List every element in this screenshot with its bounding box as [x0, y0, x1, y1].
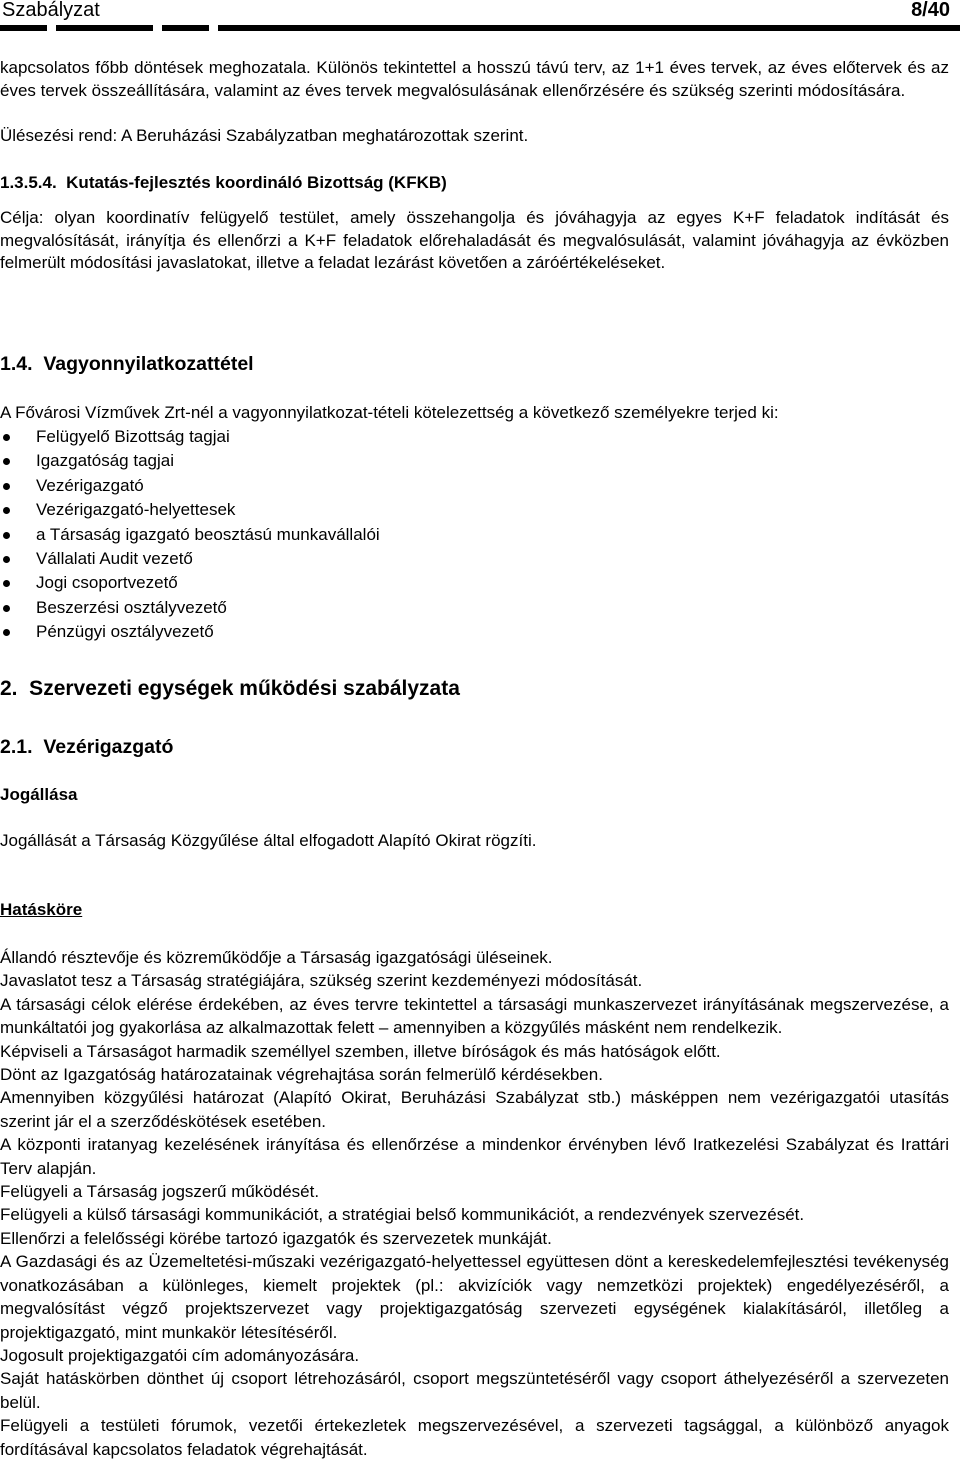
list-item: Vezérigazgató-helyettesek — [0, 498, 380, 522]
scope-line: Jogosult projektigazgatói cím adományozására. — [0, 1345, 360, 1365]
list-item: Igazgatóság tagjai — [0, 449, 380, 473]
bullet-icon — [3, 532, 10, 539]
scope-line: Felügyeli a külső társasági kommunikációt, a stratégiai belső kommunikációt, a rendezvények szervezését. — [0, 1205, 805, 1225]
section-1354-heading: 1.3.5.4. Kutatás-fejlesztés koordináló Bizottság (KFKB) — [0, 173, 447, 192]
scope-list — [0, 946, 949, 1461]
bullet-icon — [3, 629, 10, 636]
section-2-heading: 2. Szervezeti egységek működési szabályzata — [0, 677, 460, 700]
bullet-icon — [3, 507, 10, 514]
header-title: Szabályzat — [2, 0, 100, 21]
list-item: Vezérigazgató — [0, 474, 380, 498]
scope-line: Saját hatáskörben dönthet új csoport létrehozásáról, csoport megszüntetéséről vagy csoport áthelyezéséről a szervezeten belül. — [0, 1369, 949, 1412]
bullet-icon — [3, 458, 10, 465]
bullet-icon — [3, 483, 10, 490]
header-rule-segment — [0, 25, 47, 31]
list-item: Beszerzési osztályvezető — [0, 596, 380, 620]
scope-line: Képviseli a Társaságot harmadik személlyel szemben, illetve bíróságok és más hatóságok előtt. — [0, 1041, 721, 1061]
header-page-number — [911, 0, 950, 22]
scope-line: A Gazdasági és az Üzemeltetési-műszaki vezérigazgató-helyettessel együttesen dönt a kereskedelemfejlesztési tevékenység vonatkozásában a különleges, kiemelt projektek (pl.: akvizíciók vagy nemzetközi projektek) engedélyezéséről, a megvalósítást végző projektszervezet vagy projektigazgatóság szervezeti egységének kialakításáról, illetőleg a projektigazgató, mint munkakör létesítéséről. — [0, 1252, 949, 1342]
scope-line: Amennyiben közgyűlési határozat (Alapító Okirat, Beruházási Szabályzat stb.) másképpen nem vezérigazgatói utasítás szerint jár el a szerződéskötések esetében. — [0, 1088, 949, 1131]
bullet-icon — [3, 605, 10, 612]
list-item: a Társaság igazgató beosztású munkavállalói — [0, 523, 380, 547]
section-1354-body: Célja: olyan koordinatív felügyelő testület, amely összehangolja és jóváhagyja az egyes K+F feladatok indítását és megvalósítását, irányítja és ellenőrzi a K+F feladatok előrehaladását és megvalósulását, valamint jóváhagyja az évközben felmerült módosítási javaslatokat, illetve a feladat lezárást követően a záróértékeléseket. — [0, 208, 949, 273]
bullet-icon — [3, 580, 10, 587]
bullet-icon — [3, 556, 10, 563]
list-item: Felügyelő Bizottság tagjai — [0, 425, 380, 449]
scope-line: A központi iratanyag kezelésének irányítása és ellenőrzése a mindenkor érvényben lévő Iratkezelési Szabályzat és Irattári Terv alapján. — [0, 1135, 949, 1178]
status-heading: Jogállása — [0, 785, 78, 804]
intro-paragraph: kapcsolatos főbb döntések meghozatala. Különös tekintettel a hosszú távú terv, az 1+1 éves tervek, az éves előtervek és az éves tervek összeállítására, valamint az éves tervek megvalósulásának ellenőrzésére és szükség szerinti módosítására. — [0, 58, 949, 100]
status-text: Jogállását a Társaság Közgyűlése által elfogadott Alapító Okirat rögzíti. — [0, 831, 537, 850]
scope-line: Dönt az Igazgatóság határozatainak végrehajtása során felmerülő kérdésekben. — [0, 1065, 603, 1085]
section-14-heading: 1.4. Vagyonnyilatkozattétel — [0, 353, 254, 375]
list-item: Pénzügyi osztályvezető — [0, 620, 380, 644]
scope-heading: Hatásköre — [0, 900, 83, 919]
header-rule-segment — [56, 25, 153, 31]
meeting-order-text: Ülésezési rend: A Beruházási Szabályzatban meghatározottak szerint. — [0, 126, 529, 145]
scope-line: Ellenőrzi a felelősségi körébe tartozó igazgatók és szervezetek munkáját. — [0, 1228, 552, 1248]
scope-line: Felügyeli a testületi fórumok, vezetői értekezletek megszervezésével, a szervezeti tagsággal, a különböző anyagok fordításával kapcsolatos feladatok végrehajtását. — [0, 1416, 949, 1459]
page-number-value: 8/40 — [911, 0, 950, 21]
scope-line: Állandó résztevője és közreműködője a Társaság igazgatósági üléseinek. — [0, 948, 553, 967]
section-21-heading: 2.1. Vezérigazgató — [0, 736, 174, 758]
list-item: Jogi csoportvezető — [0, 571, 380, 595]
scope-line: Felügyeli a Társaság jogszerű működését. — [0, 1182, 320, 1202]
list-item: Vállalati Audit vezető — [0, 547, 380, 571]
header-rule-segment — [218, 25, 960, 31]
obligated-persons-list — [0, 425, 380, 645]
header-rule-segment — [162, 25, 209, 31]
bullet-icon — [3, 434, 10, 441]
scope-line: A társasági célok elérése érdekében, az éves tervre tekintettel a társasági munkaszervezet irányításának megszervezése, a munkáltatói jog gyakorlása az alkalmazottak felett – amennyiben a közgyűlés másként nem rendelkezik. — [0, 994, 949, 1038]
section-14-intro: A Fővárosi Vízművek Zrt-nél a vagyonnyilatkozat-tételi kötelezettség a következő személyekre terjed ki: — [0, 403, 779, 422]
scope-line: Javaslatot tesz a Társaság stratégiájára, szükség szerint kezdeményezi módosítását. — [0, 971, 643, 991]
